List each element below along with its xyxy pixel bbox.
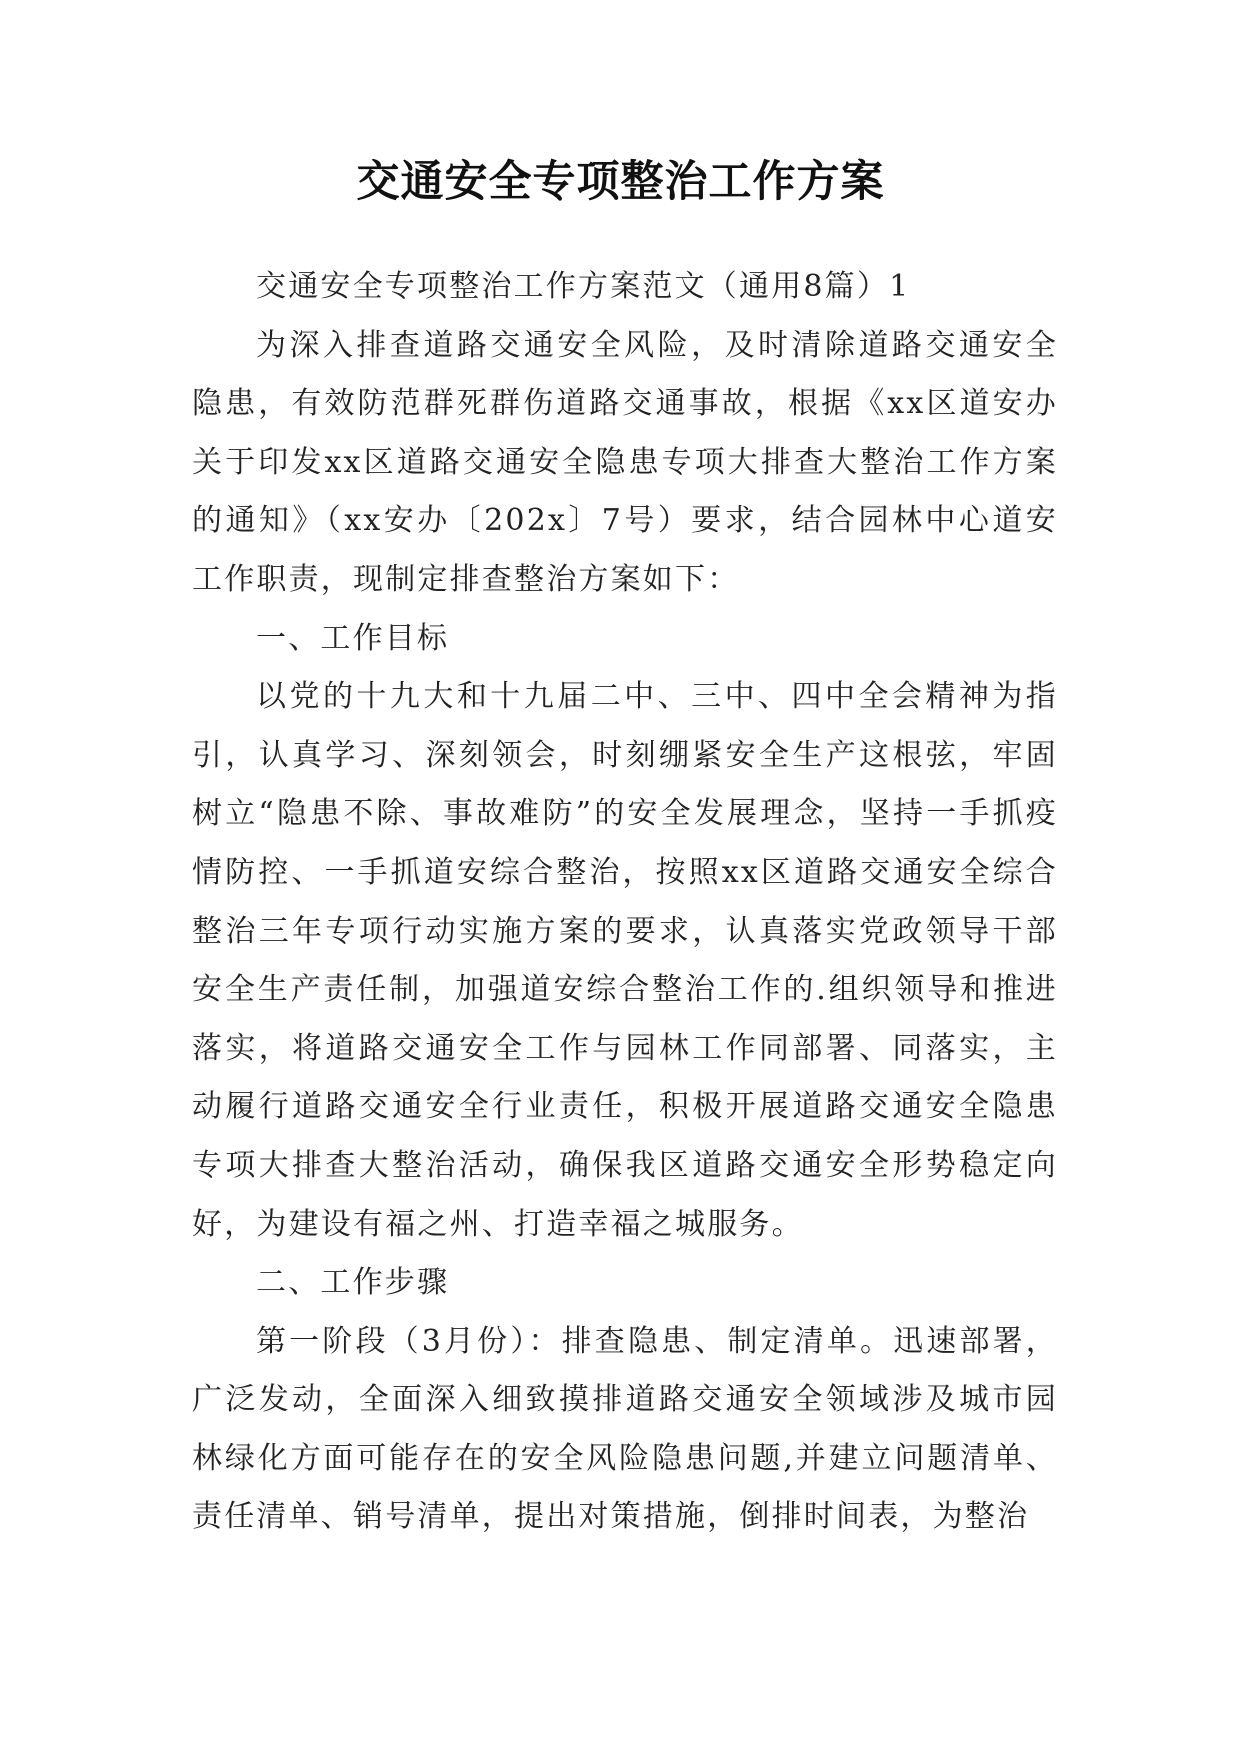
section-heading-goals: 一、工作目标 [256,620,450,656]
paragraph-subtitle: 交通安全专项整治工作方案范文（通用8篇）1 [256,269,911,304]
paragraph-goals: 以党的十九大和十九届二中、三中、四中全会精神为指引，认真学习、深刻领会，时刻绷紧安全生产这根弦，牢固树立“隐患不除、事故难防”的安全发展理念，坚持一手抓疫情防控、一手抓道安综合整治，按照xx区道路交通安全综合整治三年专项行动实施方案的要求，认真落实党政领导干部安全生产责任制，加强道安综合整治工作的.组织领导和推进落实，将道路交通安全工作与园林工作同部署、同落实，主动履行道路交通安全行业责任，积极开展道路交通安全隐患专项大排查大整治活动，确保我区道路交通安全形势稳定向好，为建设有福之州、打造幸福之城服务。 [192,679,1058,1242]
document-body [192,258,1058,1547]
paragraph-intro: 为深入排查道路交通安全风险，及时清除道路交通安全隐患，有效防范群死群伤道路交通事故，根据《xx区道安办关于印发xx区道路交通安全隐患专项大排查大整治工作方案的通知》（xx安办〔202x〕7号）要求，结合园林中心道安工作职责，现制定排查整治方案如下： [192,327,1058,597]
section-heading-steps: 二、工作步骤 [256,1265,450,1301]
paragraph-stage-one: 第一阶段（3月份）：排查隐患、制定清单。迅速部署，广泛发动，全面深入细致摸排道路交通安全领域涉及城市园林绿化方面可能存在的安全风险隐患问题,并建立问题清单、责任清单、销号清单，提出对策措施，倒排时间表，为整治 [192,1323,1058,1535]
document-title: 交通安全专项整治工作方案 [356,157,885,207]
